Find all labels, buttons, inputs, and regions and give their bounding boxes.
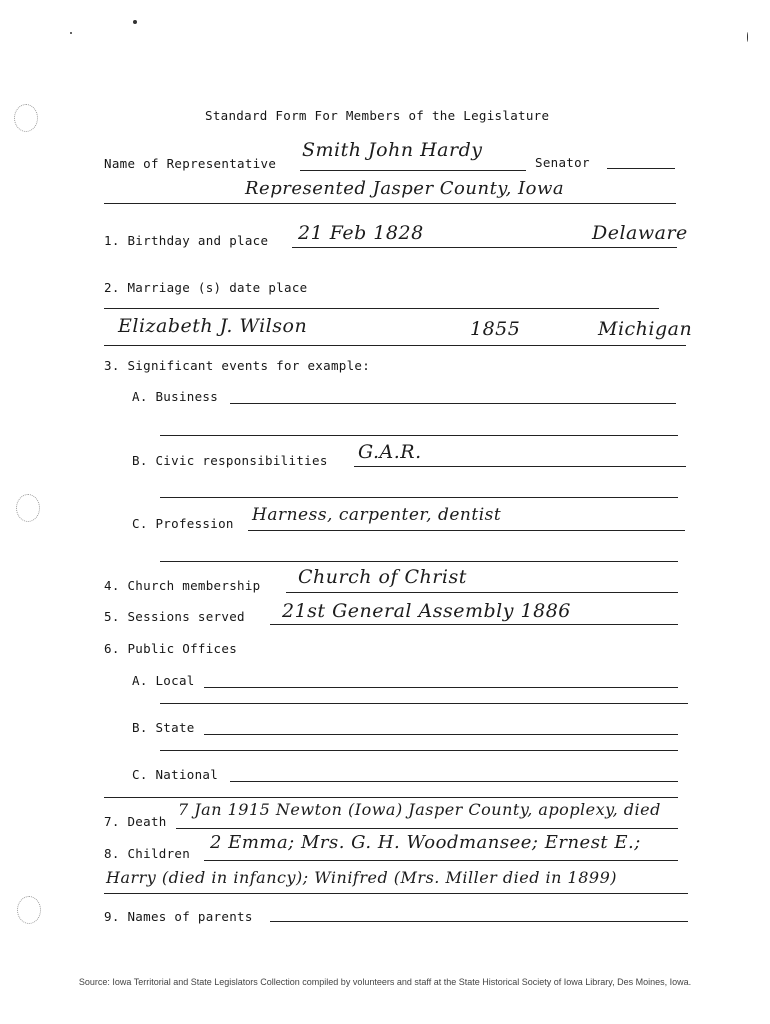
- death-value: 7 Jan 1915 Newton (Iowa) Jasper County, apoplexy, died: [178, 800, 661, 819]
- state-line-1: [204, 734, 678, 735]
- represented-value: Represented Jasper County, Iowa: [245, 178, 565, 199]
- sessions-value: 21st General Assembly 1886: [282, 600, 571, 622]
- children-value-1: 2 Emma; Mrs. G. H. Woodmansee; Ernest E.;: [210, 832, 641, 853]
- children-label: 8. Children: [104, 846, 191, 861]
- scan-speck: [747, 32, 748, 42]
- birthday-label: 1. Birthday and place: [104, 233, 269, 248]
- parents-label: 9. Names of parents: [104, 909, 253, 924]
- profession-line-2: [160, 561, 678, 562]
- birthday-line: [292, 247, 677, 248]
- senator-line: [607, 168, 675, 169]
- marriage-date: 1855: [470, 318, 521, 340]
- children-value-2: Harry (died in infancy); Winifred (Mrs. Miller died in 1899): [106, 868, 618, 887]
- events-label: 3. Significant events for example:: [104, 358, 371, 373]
- form-title: Standard Form For Members of the Legislature: [205, 108, 550, 123]
- state-line-2: [160, 750, 678, 751]
- church-line: [286, 592, 678, 593]
- represented-line: [104, 203, 676, 204]
- name-label: Name of Representative: [104, 156, 277, 171]
- national-line-2: [104, 797, 678, 798]
- death-label: 7. Death: [104, 814, 167, 829]
- scan-speck: [133, 20, 137, 24]
- sessions-label: 5. Sessions served: [104, 609, 245, 624]
- marriage-spouse: Elizabeth J. Wilson: [118, 315, 308, 337]
- parents-line: [270, 921, 688, 922]
- profession-value: Harness, carpenter, dentist: [252, 505, 502, 525]
- children-line-1: [204, 860, 678, 861]
- church-value: Church of Christ: [298, 566, 467, 588]
- civic-label: B. Civic responsibilities: [132, 453, 328, 468]
- local-line-1: [204, 687, 678, 688]
- marriage-place: Michigan: [598, 318, 693, 340]
- state-label: B. State: [132, 720, 195, 735]
- name-value: Smith John Hardy: [302, 139, 483, 161]
- profession-label: C. Profession: [132, 516, 234, 531]
- death-line: [176, 828, 678, 829]
- binder-hole-mark: [17, 896, 41, 924]
- marriage-label: 2. Marriage (s) date place: [104, 280, 308, 295]
- national-line-1: [230, 781, 678, 782]
- business-label: A. Business: [132, 389, 219, 404]
- business-line-1: [230, 403, 676, 404]
- binder-hole-mark: [14, 104, 38, 132]
- birthplace-value: Delaware: [592, 222, 688, 244]
- marriage-line-1: [104, 308, 659, 309]
- local-line-2: [160, 703, 688, 704]
- business-line-2: [160, 435, 678, 436]
- name-line: [300, 170, 526, 171]
- civic-line-1: [354, 466, 686, 467]
- civic-value: G.A.R.: [358, 441, 422, 463]
- birthday-value: 21 Feb 1828: [298, 222, 424, 244]
- offices-label: 6. Public Offices: [104, 641, 238, 656]
- sessions-line: [270, 624, 678, 625]
- children-line-2: [104, 893, 688, 894]
- national-label: C. National: [132, 767, 219, 782]
- senator-label: Senator: [535, 155, 590, 170]
- civic-line-2: [160, 497, 678, 498]
- profession-line-1: [248, 530, 685, 531]
- marriage-line-2: [104, 345, 686, 346]
- church-label: 4. Church membership: [104, 578, 261, 593]
- scan-speck: [70, 32, 72, 34]
- binder-hole-mark: [16, 494, 40, 522]
- local-label: A. Local: [132, 673, 195, 688]
- source-footer: Source: Iowa Territorial and State Legislators Collection compiled by volunteers and staff at the State Historical Society of Iowa Library, Des Moines, Iowa.: [78, 977, 692, 987]
